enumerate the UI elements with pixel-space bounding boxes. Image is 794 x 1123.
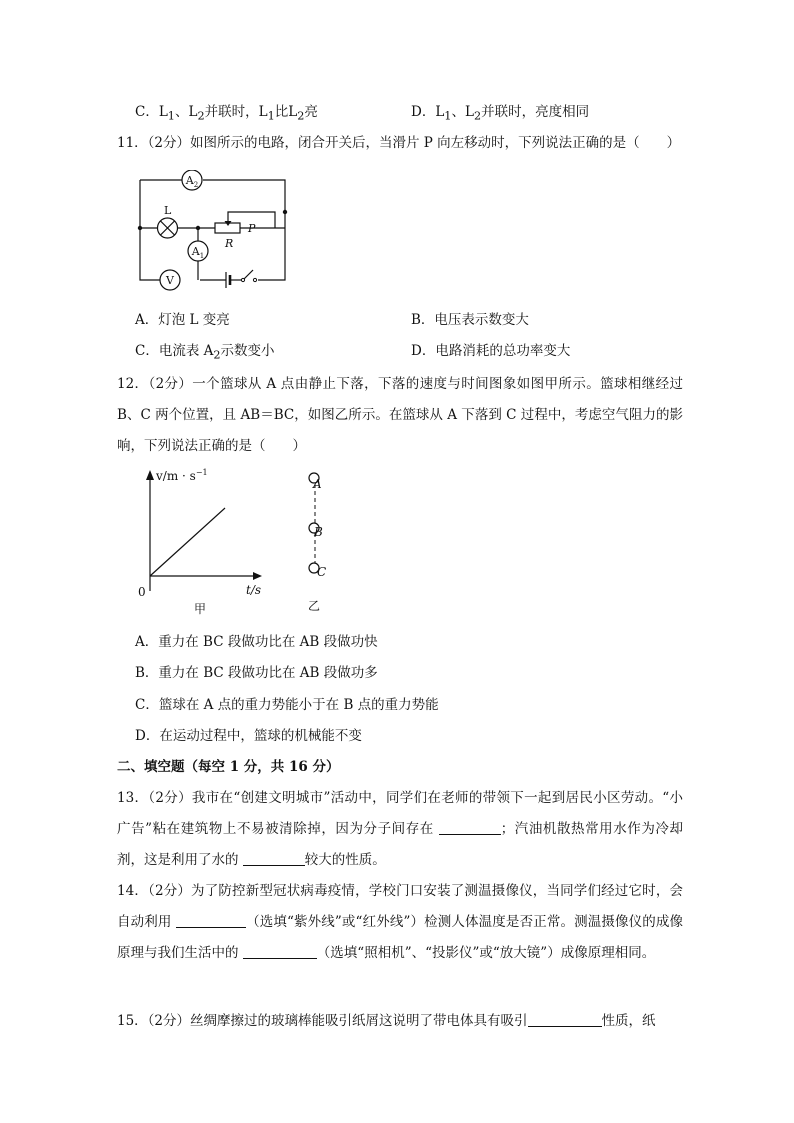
q15-blank-1[interactable] [528, 1012, 602, 1027]
label-c: C [317, 565, 327, 579]
voltmeter-label: V [166, 274, 174, 287]
graph-caption: 甲 [194, 602, 207, 616]
slider-label: P [248, 222, 256, 235]
rheostat-label: R [225, 237, 234, 250]
velocity-time-graph [130, 466, 270, 616]
q12-option-c: C．篮球在 A 点的重力势能小于在 B 点的重力势能 [135, 697, 439, 713]
q12-stem: 12．（2分）一个篮球从 A 点由静止下落，下落的速度与时间图象如图甲所示。篮球相继经过 B、C 两个位置，且 AB＝BC，如图乙所示。在篮球从 A 下落到 C 过程中，考虑空气阻力的影响，下列说法正确的是（ ） [117, 376, 683, 454]
label-a: A [313, 477, 322, 491]
ammeter-a1-label: $A_1$ [191, 245, 205, 260]
q13-text: 13．（2分）我市在“创建文明城市”活动中，同学们在老师的带领下一起到居民小区劳动。“小广告”粘在建筑物上不易被清除掉，因为分子间存在 ；汽油机散热常用水作为冷却剂，这是利用了水的 较大的性质。 [117, 790, 683, 868]
q12-option-b: B．重力在 BC 段做功比在 AB 段做功多 [135, 665, 378, 681]
q11-option-d: D．电路消耗的总功率变大 [411, 343, 571, 359]
label-b: B [314, 525, 323, 539]
section-title: 二、填空题（每空 1 分，共 16 分） [117, 759, 340, 775]
circuit-diagram [130, 170, 300, 300]
q13-blank-2[interactable] [243, 851, 305, 866]
q14-blank-2[interactable] [243, 944, 317, 959]
switch-symbol [243, 270, 253, 280]
graph-origin: 0 [138, 585, 146, 599]
q11-option-b: B．电压表示数变大 [411, 312, 529, 328]
q12-option-a: A．重力在 BC 段做功比在 AB 段做功快 [135, 634, 378, 650]
graph-x-label: t/s [246, 583, 262, 597]
positions-caption: 乙 [308, 599, 321, 613]
q15-text: 15．（2分）丝绸摩擦过的玻璃棒能吸引纸屑这说明了带电体具有吸引 性质，纸 [117, 1013, 656, 1029]
graph-y-label: $v/m \cdot s^{-1}$ [156, 468, 208, 483]
q14-blank-1[interactable] [176, 913, 246, 928]
q13-blank-1[interactable] [439, 820, 501, 835]
velocity-line [150, 508, 225, 576]
q11-stem: 11．（2分）如图所示的电路，闭合开关后，当滑片 P 向左移动时，下列说法正确的是（ ） [117, 135, 681, 151]
lamp-label: L [164, 204, 172, 217]
q11-option-c: C．电流表 $A_2$示数变小 [135, 343, 275, 362]
q11-option-a: A．灯泡 L 变亮 [135, 312, 230, 328]
ball-positions-figure [300, 466, 350, 616]
q12-option-d: D．在运动过程中，篮球的机械能不变 [135, 728, 362, 744]
q10-option-d: D．$L_1$、$L_2$并联时，亮度相同 [411, 104, 590, 123]
q14-text: 14．（2分）为了防控新型冠状病毒疫情，学校门口安装了测温摄像仪，当同学们经过它时，会自动利用 （选填“紫外线”或“红外线”）检测人体温度是否正常。测温摄像仪的成像原理与我们生活中的 （选填“照相机”、“投影仪”或“放大镜”）成像原理相同。 [117, 883, 683, 961]
q10-option-c: C．$L_1$、$L_2$并联时，$L_1$比$L_2$亮 [135, 104, 318, 123]
ammeter-a2-label: $A_2$ [185, 174, 199, 189]
